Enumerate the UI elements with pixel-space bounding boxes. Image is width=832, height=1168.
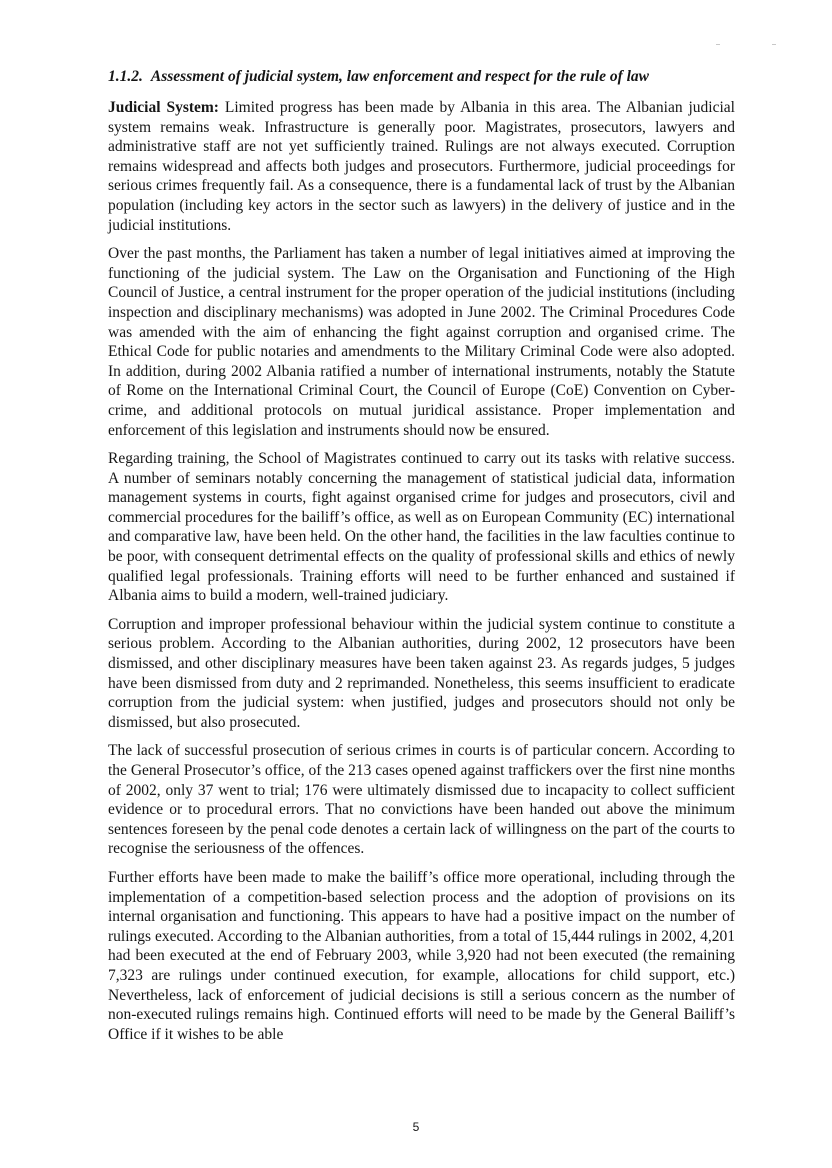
scan-mark (772, 44, 776, 45)
section-title: Assessment of judicial system, law enforcement and respect for the rule of law (150, 68, 650, 85)
paragraph-text: Limited progress has been made by Albania in this area. The Albanian judicial system remains weak. Infrastructure is generally poor. Magistrates, prosecutors, lawyers and administrative staff are not yet sufficiently trained. Rulings are not always executed. Corruption remains widespread and affects both judges and prosecutors. Furthermore, judicial proceedings for serious crimes frequently fail. As a consequence, there is a fundamental lack of trust by the Albanian population (including key actors in the sector such as lawyers) in the delivery of justice and in the judicial institutions. (108, 99, 735, 234)
paragraph-legal-initiatives: Over the past months, the Parliament has taken a number of legal initiatives aimed at improving the functioning of the judicial system. The Law on the Organisation and Functioning of the High Council of Justice, a central instrument for the proper operation of the judicial institutions (including inspection and disciplinary mechanisms) was adopted in June 2002. The Criminal Procedures Code was amended with the aim of enhancing the fight against corruption and organised crime. The Ethical Code for public notaries and amendments to the Military Criminal Code were also adopted. In addition, during 2002 Albania ratified a number of international instruments, notably the Statute of Rome on the International Criminal Court, the Council of Europe (CoE) Convention on Cyber-crime, and additional protocols on mutual juridical assistance. Proper implementation and enforcement of this legislation and instruments should now be ensured. (108, 245, 735, 439)
scan-mark (716, 44, 720, 45)
paragraph-prosecution: The lack of successful prosecution of serious crimes in courts is of particular concern. According to the General Prosecutor’s office, of the 213 cases opened against traffickers over the first nine months of 2002, only 37 went to trial; 176 were ultimately dismissed due to incapacity to collect sufficient evidence or to procedural errors. That no convictions have been handed out above the minimum sentences foreseen by the penal code denotes a certain lack of willingness on the part of the courts to recognise the seriousness of the offences. (108, 742, 735, 858)
paragraph-bailiff: Further efforts have been made to make the bailiff’s office more operational, including through the implementation of a competition-based selection process and the adoption of provisions on its internal organisation and functioning. This appears to have had a positive impact on the number of rulings executed. According to the Albanian authorities, from a total of 15,444 rulings in 2002, 4,201 had been executed at the end of February 2003, while 3,920 had not been executed (the remaining 7,323 are rulings under continued execution, for example, allocations for child support, etc.) Nevertheless, lack of enforcement of judicial decisions is still a serious concern as the number of non-executed rulings remains high. Continued efforts will need to be made by the General Bailiff’s Office if it wishes to be able (108, 868, 735, 1043)
section-heading (108, 66, 735, 88)
paragraph-training: Regarding training, the School of Magistrates continued to carry out its tasks with relative success. A number of seminars notably concerning the management of statistical judicial data, information management systems in courts, fight against organised crime for judges and prosecutors, civil and commercial procedures for the bailiff’s office, as well as on European Community (EC) international and comparative law, have been held. On the other hand, the facilities in the law faculties continue to be poor, with consequent detrimental effects on the quality of professional skills and ethics of newly qualified legal professionals. Training efforts will need to be further enhanced and sustained if Albania aims to build a modern, well-trained judiciary. (108, 450, 735, 605)
section-number: 1.1.2. (108, 68, 143, 85)
paragraph-judicial-system (108, 98, 735, 235)
document-page (108, 66, 735, 1053)
paragraph-corruption: Corruption and improper professional behaviour within the judicial system continue to constitute a serious problem. According to the Albanian authorities, during 2002, 12 prosecutors have been dismissed, and other disciplinary measures have been taken against 23. As regards judges, 5 judges have been dismissed from duty and 2 reprimanded. Nonetheless, this seems insufficient to eradicate corruption from the judicial system: when justified, judges and prosecutors should not only be dismissed, but also prosecuted. (108, 615, 735, 731)
page-number: 5 (412, 1120, 420, 1134)
paragraph-lead: Judicial System: (108, 99, 219, 116)
